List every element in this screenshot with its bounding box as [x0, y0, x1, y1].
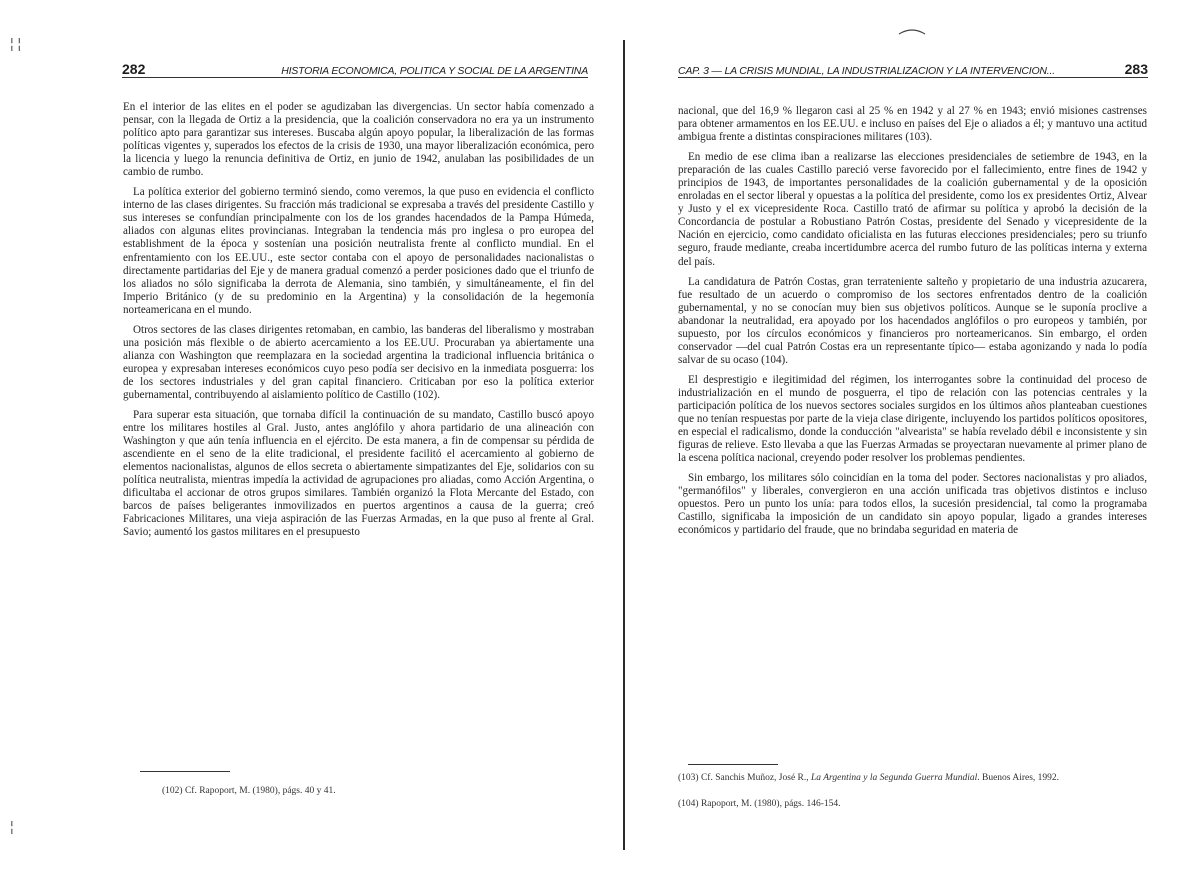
margin-mark: ¦: [10, 818, 14, 834]
right-footnote-rule: [688, 764, 778, 765]
ink-mark-tilde: [898, 28, 926, 36]
right-body-text: [678, 105, 1147, 544]
left-footnote-102: (102) Cf. Rapoport, M. (1980), págs. 40 y 41.: [162, 786, 336, 796]
book-gutter: [623, 40, 625, 850]
right-paragraph-5: Sin embargo, los militares sólo coincidían en la toma del poder. Sectores nacionalistas y pro aliados, "germanófilos" y liberales, convergieron en una acción unificada tras objetivos distintos e incluso opuestos. Pero un punto los unía: para todos ellos, la sucesión presidencial, tal como la programaba Castillo, significaba la imposición de un candidato sin apoyo popular, ligado a grandes intereses económicos y partidario del fraude, que no brindaba seguridad en materia de: [678, 472, 1147, 537]
left-paragraph-3: Otros sectores de las clases dirigentes retomaban, en cambio, las banderas del liberalismo y mostraban una posición más flexible o de abierto acercamiento a los EE.UU. Procuraban ya abiertamente una alianza con Washington que reemplazara en la sociedad argentina la tradicional influencia británica o europea y expresaban intereses económicos cuyo peso podía ser decisivo en la inmediata posguerra: los de los sectores industriales y del gran capital financiero. Criticaban por eso la política exterior gubernamental, contribuyendo al aislamiento político de Castillo (102).: [123, 323, 594, 401]
right-paragraph-4: El desprestigio e ilegitimidad del régimen, los interrogantes sobre la continuidad del proceso de industrialización en el mundo de posguerra, el tipo de relación con las potencias centrales y la participación política de los nuevos sectores sociales surgidos en los últimos años planteaban cuestiones que no tenían respuestas por parte de la vieja clase dirigente, incluyendo los partidos políticos opositores, en especial el radicalismo, donde la conducción "alvearista" se había revelado débil e inconsistente y sin figuras de relieve. Esto llevaba a que las Fuerzas Armadas se proyectaran nuevamente al primer plano de la escena política nacional, creyendo poder resolver los problemas pendientes.: [678, 373, 1147, 465]
left-paragraph-2: La política exterior del gobierno terminó siendo, como veremos, la que puso en evidencia el conflicto interno de las clases dirigentes. Su fracción más tradicional se expresaba a través del presidente Castillo y sus intereses se confundían principalmente con los de los grandes hacendados de la Pampa Húmeda, aliados con algunas elites provincianas. Integraban la tendencia más pro inglesa o pro europea del establishment de la época y sostenían una posición neutralista frente al conflicto mundial. En el enfrentamiento con los EE.UU., este sector contaba con el apoyo de personalidades nacionalistas o directamente partidarias del Eje y de manera gradual comenzó a perder posiciones dado que el triunfo de los aliados no sólo significaba la derrota de Alemania, sino también, y simultáneamente, el fin del Imperio Británico (y de su predominio en la Argentina) y la consolidación de la hegemonía norteamericana en el mundo.: [123, 186, 594, 316]
margin-mark: ¦ ¦: [10, 35, 22, 51]
right-paragraph-3: La candidatura de Patrón Costas, gran terrateniente salteño y propietario de una industria azucarera, fue resultado de un acuerdo o compromiso de los sectores enfrentados dentro de la coalición gubernamental, y no se conocían muy bien sus objetivos políticos. Aunque se le suponía proclive a abandonar la neutralidad, era apoyado por los hacendados anglófilos o pro europeos y también, por supuesto, por los círculos económicos y financieros pro norteamericanos. Sin embargo, el orden conservador —del cual Patrón Costas era un representante típico— estaba agonizando y nada lo podía salvar de su ocaso (104).: [678, 275, 1147, 366]
left-paragraph-4: Para superar esta situación, que tornaba difícil la continuación de su mandato, Castillo buscó apoyo entre los militares hostiles al Gral. Justo, antes anglófilo y ahora partidario de una alineación con Washington y que aún tenía influencia en el ejército. De esta manera, a fin de compensar su pérdida de ascendiente en el seno de la elite tradicional, el presidente facilitó el acercamiento al gobierno de elementos nacionalistas, algunos de ellos secreta o abiertamente simpatizantes del Eje, solidarios con su política neutralista, mientras impedía la actividad de agrupaciones pro aliadas, como Acción Argentina, o dificultaba el accionar de otros grupos similares. También organizó la Flota Mercante del Estado, con barcos de países beligerantes inmovilizados en puertos argentinos a causa de la guerra; creó Fabricaciones Militares, una vieja aspiración de las Fuerzas Armadas, en la que puso al frente al Gral. Savio; aumentó los gastos militares en el presupuesto: [123, 409, 594, 539]
right-footnote-104: (104) Rapoport, M. (1980), págs. 146-154.: [678, 799, 841, 809]
left-running-title: HISTORIA ECONOMICA, POLITICA Y SOCIAL DE LA ARGENTINA: [281, 65, 588, 77]
left-paragraph-1: En el interior de las elites en el poder se agudizaban las divergencias. Un sector había comenzado a pensar, con la llegada de Ortiz a la presidencia, que la coalición conservadora no era ya un instrumento político apto para garantizar sus intereses. Buscaba algún apoyo popular, la liberalización de las formas políticas vigentes y, superados los efectos de la crisis de 1930, una mayor liberalización económica, pero la licencia y luego la renuncia definitiva de Ortiz, en junio de 1942, anulaban las posibilidades de un cambio de rumbo.: [123, 101, 594, 179]
right-paragraph-2: En medio de ese clima iban a realizarse las elecciones presidenciales de setiembre de 1943, en la preparación de las cuales Castillo pareció verse favorecido por el fallecimiento, entre fines de 1942 y principios de 1943, de importantes personalidades de la coalición gubernamental y de la oposición enroladas en el sector liberal y opuestas a la política del presidente, como los ex presidentes Ortiz, Alvear y Justo y el ex vicepresidente Roca. Castillo trató de afirmar su política y aprobó la decisión de la Concordancia de postular a Robustiano Patrón Costas, presidente del Senado y vicepresidente de la Nación en ejercicio, como candidato oficialista en las futuras elecciones presidenciales; pero su triunfo seguro, fraude mediante, creaba incertidumbre acerca del rumbo futuro de las políticas interna y externa del país.: [678, 151, 1147, 268]
right-footnote-103: (103) Cf. Sanchis Muñoz, José R., La Argentina y la Segunda Guerra Mundial. Buenos Aires, 1992.: [678, 773, 1060, 783]
right-running-title: CAP. 3 — LA CRISIS MUNDIAL, LA INDUSTRIALIZACION Y LA INTERVENCION...: [678, 65, 1055, 77]
left-body-text: [123, 101, 594, 547]
left-footnote-rule: [140, 771, 230, 772]
right-paragraph-1: nacional, que del 16,9 % llegaron casi al 25 % en 1942 y al 27 % en 1943; envió misiones castrenses para obtener armamentos en los EE.UU. e incluso en países del Eje o aliados a él; y mantuvo una actitud ambigua frente a distintas conspiraciones militares (103).: [678, 105, 1147, 144]
right-page: [628, 0, 1200, 876]
left-running-head: [122, 55, 588, 78]
right-running-head: [678, 55, 1148, 78]
right-page-number: 283: [1124, 61, 1148, 77]
left-page-number: 282: [122, 61, 146, 77]
